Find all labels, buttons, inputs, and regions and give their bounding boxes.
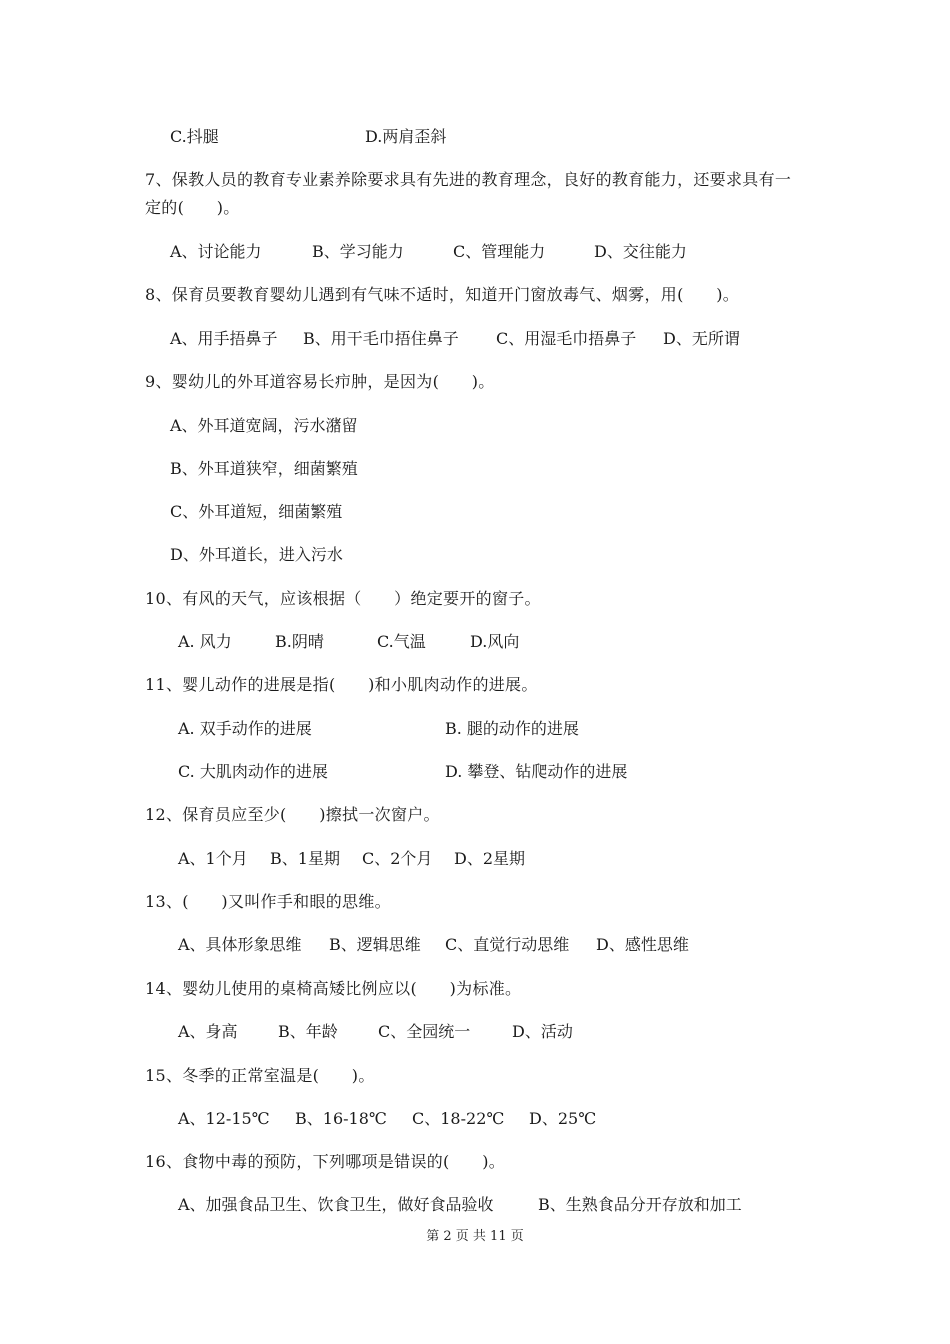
question-12: 12、保育员应至少( )擦拭一次窗户。 bbox=[145, 805, 440, 824]
option-c: C.气温 bbox=[377, 632, 426, 651]
option-c: C、用湿毛巾捂鼻子 bbox=[496, 329, 637, 348]
option-b: B. 腿的动作的进展 bbox=[445, 719, 579, 738]
option-c: C、18-22℃ bbox=[412, 1109, 505, 1128]
option-c: C、管理能力 bbox=[453, 242, 546, 261]
option-d: D、外耳道长，进入污水 bbox=[170, 545, 343, 564]
page-footer: 第 2 页 共 11 页 bbox=[426, 1229, 524, 1244]
option-c: C、直觉行动思维 bbox=[445, 935, 570, 954]
option-d: D. 攀登、钻爬动作的进展 bbox=[445, 762, 628, 781]
option-b: B、用干毛巾捂住鼻子 bbox=[303, 329, 459, 348]
question-9: 9、婴幼儿的外耳道容易长疖肿，是因为( )。 bbox=[145, 372, 495, 391]
option-a: A、身高 bbox=[178, 1022, 238, 1041]
option-d: D、交往能力 bbox=[594, 242, 687, 261]
option-a: A、具体形象思维 bbox=[178, 935, 302, 954]
option-a: A、12-15℃ bbox=[178, 1109, 270, 1128]
option-b: B、1星期 bbox=[270, 849, 340, 868]
option-d: D、感性思维 bbox=[596, 935, 689, 954]
option-a: A、讨论能力 bbox=[170, 242, 262, 261]
option-d: D.两肩歪斜 bbox=[365, 127, 447, 146]
option-d: D、2星期 bbox=[454, 849, 526, 868]
option-d: D.风向 bbox=[470, 632, 520, 651]
option-b: B、逻辑思维 bbox=[329, 935, 421, 954]
question-7-line-1: 7、保教人员的教育专业素养除要求具有先进的教育理念，良好的教育能力，还要求具有一 bbox=[145, 170, 792, 189]
option-d: D、25℃ bbox=[529, 1109, 597, 1128]
option-b: B、外耳道狭窄，细菌繁殖 bbox=[170, 459, 358, 478]
option-c: C. 大肌肉动作的进展 bbox=[178, 762, 328, 781]
question-13: 13、( )又叫作手和眼的思维。 bbox=[145, 892, 391, 911]
question-15: 15、冬季的正常室温是( )。 bbox=[145, 1066, 375, 1085]
option-a: A、加强食品卫生、饮食卫生，做好食品验收 bbox=[178, 1195, 494, 1214]
option-a: A、外耳道宽阔，污水潴留 bbox=[170, 416, 358, 435]
option-a: A、用手捂鼻子 bbox=[170, 329, 278, 348]
option-a: A. 风力 bbox=[178, 632, 232, 651]
option-b: B、年龄 bbox=[278, 1022, 338, 1041]
question-14: 14、婴幼儿使用的桌椅高矮比例应以( )为标准。 bbox=[145, 979, 522, 998]
question-11: 11、婴儿动作的进展是指( )和小肌肉动作的进展。 bbox=[145, 675, 538, 694]
question-10: 10、有风的天气，应该根据（ ）绝定要开的窗子。 bbox=[145, 589, 541, 608]
option-c: C、全园统一 bbox=[378, 1022, 471, 1041]
option-d: D、无所谓 bbox=[663, 329, 740, 348]
option-c: C.抖腿 bbox=[170, 127, 219, 146]
option-a: A. 双手动作的进展 bbox=[178, 719, 312, 738]
option-c: C、外耳道短，细菌繁殖 bbox=[170, 502, 343, 521]
question-16: 16、食物中毒的预防，下列哪项是错误的( )。 bbox=[145, 1152, 506, 1171]
option-b: B、学习能力 bbox=[312, 242, 404, 261]
question-7-line-2: 定的( )。 bbox=[145, 198, 240, 217]
option-b: B.阴晴 bbox=[275, 632, 324, 651]
option-c: C、2个月 bbox=[362, 849, 433, 868]
option-b: B、生熟食品分开存放和加工 bbox=[538, 1195, 742, 1214]
option-a: A、1个月 bbox=[178, 849, 248, 868]
option-b: B、16-18℃ bbox=[295, 1109, 387, 1128]
question-8: 8、保育员要教育婴幼儿遇到有气味不适时，知道开门窗放毒气、烟雾，用( )。 bbox=[145, 285, 740, 304]
option-d: D、活动 bbox=[512, 1022, 573, 1041]
